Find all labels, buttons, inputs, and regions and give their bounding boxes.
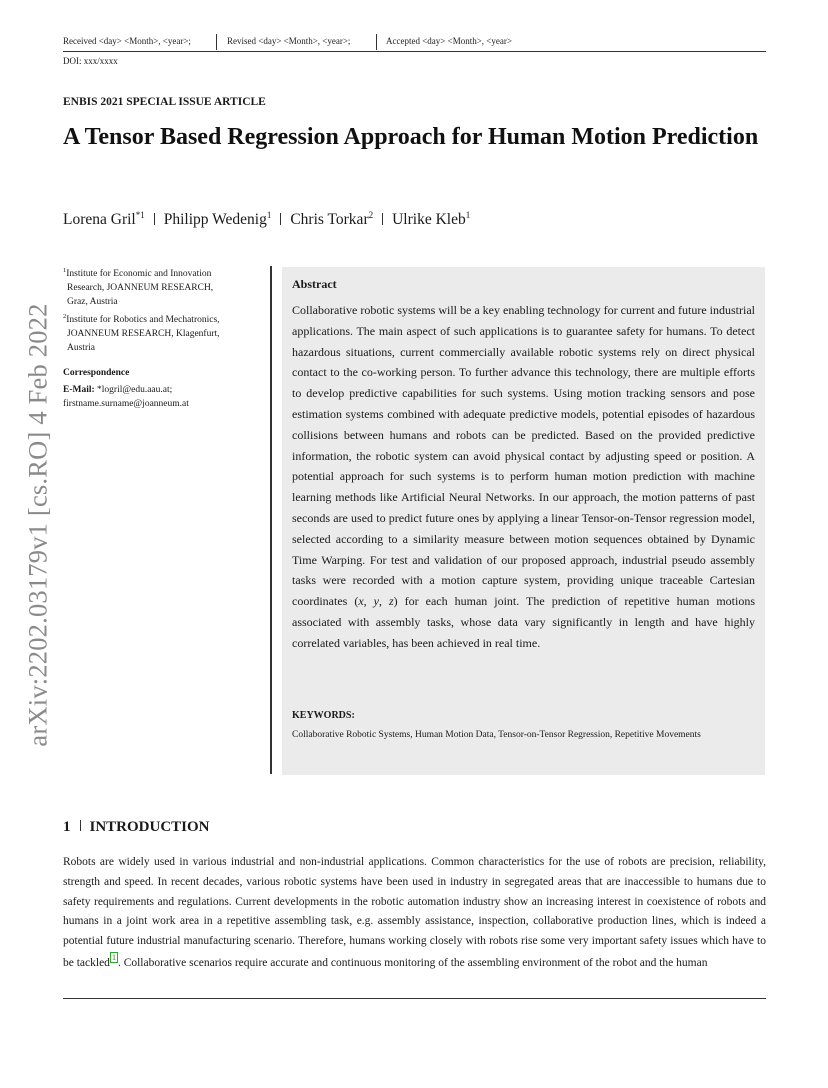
author: Chris Torkar$^2$ (290, 210, 374, 228)
author: Ulrike Kleb$^1$ (392, 210, 471, 228)
header-dates (63, 36, 766, 52)
author-list (63, 210, 470, 229)
citation-link[interactable]: 1 (111, 952, 116, 962)
affiliation: $^1$Institute for Economic and Innovation Research, JOANNEUM RESEARCH, Graz, Austria (63, 267, 214, 307)
revised-date: Revised <day> <Month>, <year>; (227, 36, 351, 46)
abstract-title: Abstract (292, 277, 337, 291)
introduction-paragraph: Robots are widely used in various industrial and non-industrial applications. Common characteristics for the use of robots are precision, reliability, strength and speed. In recent decades, various robotic systems have been used in industry in segregated areas that are inaccessible to humans due to safety requirements and regulations. Current developments in the robotic automation industry show an increasing interest in coexistence of robots and humans in a joint work area in a repetitive assembling task, e.g. assembly assistance, inspection, collaborative production lines, which is indeed a potential future industrial manufacturing scenario. Therefore, humans working closely with robots rise some very important safety issues which have to be tackled 1 . Collaborative scenarios require accurate and continuous monitoring of the assembling environment of the robot and the human (63, 856, 766, 969)
arxiv-stamp: arXiv:2202.03179v1 [cs.RO] 4 Feb 2022 (22, 303, 53, 747)
section-separator (80, 820, 81, 831)
author: Philipp Wedenig$^1$ (163, 210, 272, 228)
abstract-body: Collaborative robotic systems will be a key enabling technology for current and future industrial applications. The main aspect of such applications is to guarantee safety for humans. To detect hazardous situations, current commercially available robotic systems rely on direct physical contact to the co-working person. To further advance this technology, there are multiple efforts to develop predictive capabilities for such systems. Using motion tracking sensors and pose estimation systems combined with adequate predictive models, potential episodes of hazardous collisions between humans and robots can be predicted. Based on the provided predictive information, the robotic system can avoid physical contact by adjusting speed or position. A potential approach for such systems is to perform human motion prediction with machine learning methods like Artificial Neural Networks. In our approach, the motion patterns of past seconds are used to predict future ones by applying a linear Tensor-on-Tensor regression model, selected according to a similarity measure between motion sequences obtained by Dynamic Time Warping. For test and validation of our proposed approach, industrial pseudo assembly tasks were recorded with a motion capture system, providing unique traceable Cartesian coordinates (x, y, z) for each human joint. The prediction of repetitive human motions associated with assembly tasks, whose data vary significantly in length and have highly correlated variables, has been achieved in real time. (292, 303, 755, 650)
email-link[interactable]: firstname.surname@joanneum.at (63, 399, 189, 409)
header-rule (63, 51, 766, 52)
column-divider (270, 266, 272, 774)
keywords-list: Collaborative Robotic Systems, Human Motion Data, Tensor-on-Tensor Regression, Repetitive Movements (292, 730, 701, 740)
section-number: 1 (63, 819, 71, 835)
footer-rule (63, 998, 766, 999)
section-title: INTRODUCTION (89, 819, 210, 835)
paper-title: A Tensor Based Regression Approach for Human Motion Prediction (63, 124, 759, 150)
email-link[interactable]: *logril@edu.aau.at; (97, 385, 173, 395)
section-heading (63, 819, 210, 836)
author: Lorena Gril$^{*1}$ (63, 210, 145, 228)
received-date: Received <day> <Month>, <year>; (63, 36, 191, 46)
header-separator (376, 34, 377, 50)
issue-label: ENBIS 2021 SPECIAL ISSUE ARTICLE (63, 96, 266, 108)
keywords-title: KEYWORDS: (292, 710, 355, 721)
author-separator (154, 213, 155, 225)
header-separator (216, 34, 217, 50)
correspondence-title: Correspondence (63, 368, 130, 378)
accepted-date: Accepted <day> <Month>, <year> (386, 36, 512, 46)
author-separator (280, 213, 281, 225)
doi: DOI: xxx/xxxx (63, 56, 118, 66)
correspondence-emails: E-Mail: *logril@edu.aau.at; firstname.surname@joanneum.at (63, 385, 189, 409)
affiliation: $^2$Institute for Robotics and Mechatronics, JOANNEUM RESEARCH, Klagenfurt, Austria (63, 313, 220, 353)
author-separator (382, 213, 383, 225)
